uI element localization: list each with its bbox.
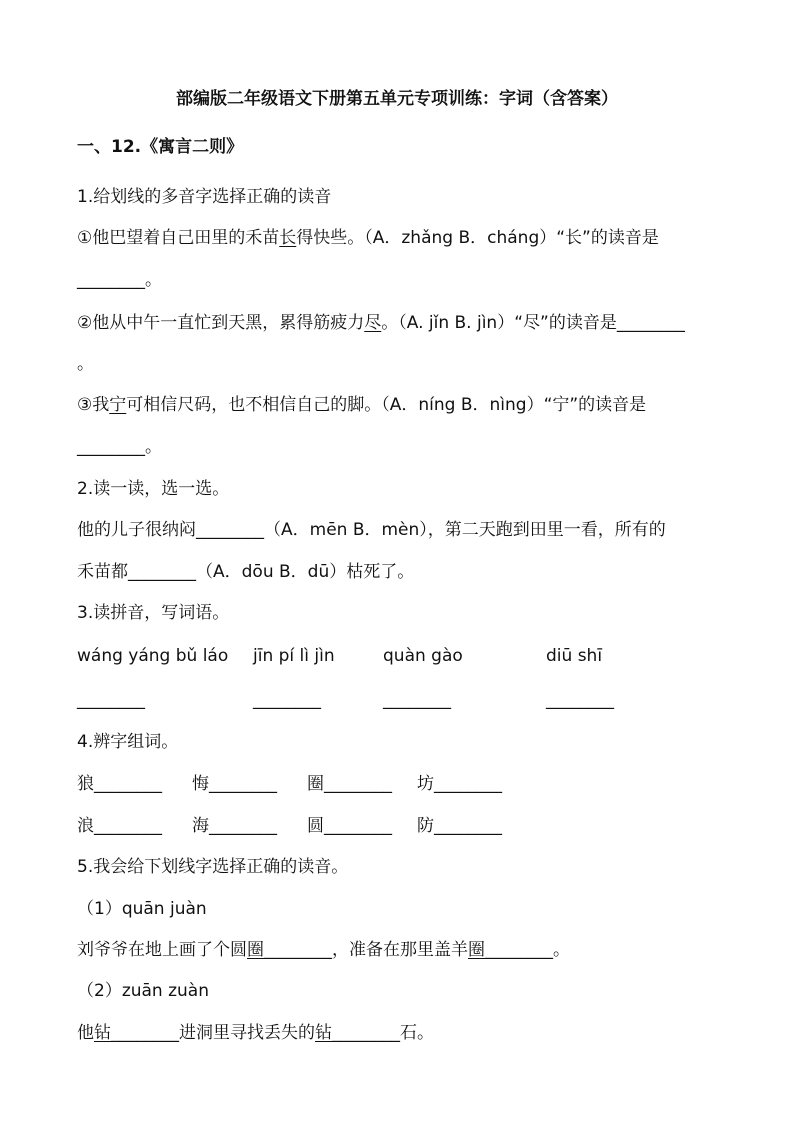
answer-blank[interactable]: ________ <box>546 690 614 710</box>
pinyin-1: wáng yáng bǔ láo <box>77 646 229 666</box>
question-1-item-3 <box>77 394 724 416</box>
text: ①他巴望着自己田里的禾苗 <box>77 228 280 248</box>
answer-blank[interactable]: ________。 <box>77 437 162 457</box>
underlined-char: 宁 <box>109 395 127 415</box>
text: ②他从中午一直忙到天黑，累得筋疲力 <box>77 313 365 333</box>
text: ________，准备在那里盖羊 <box>264 940 468 960</box>
pinyin-options-2: （2）zuān zuàn <box>77 981 209 1001</box>
question-2-line-1: 他的儿子很纳闷________（A．mēn B．mèn），第二天跑到田里一看，所有的 <box>77 520 666 540</box>
text: 可相信尺码，也不相信自己的脚。（A．níng B．nìng）“宁”的读音是 <box>126 395 647 415</box>
question-2-heading: 2.读一读，选一选。 <box>77 479 230 499</box>
word-item[interactable]: 防________ <box>417 816 502 836</box>
text: 。（A. jǐn B. jìn）“尽”的读音是________ <box>381 313 685 333</box>
word-item[interactable]: 圈________ <box>307 774 392 794</box>
question-2-line-2: 禾苗都________（A．dōu B．dū）枯死了。 <box>77 562 415 582</box>
section-heading: 一、12.《寓言二则》 <box>77 137 244 157</box>
answer-blank[interactable]: ________ <box>253 690 321 710</box>
word-item[interactable]: 坊________ <box>417 774 502 794</box>
pinyin-2: jīn pí lì jìn <box>253 646 335 666</box>
answer-blank[interactable]: ________。 <box>77 270 162 290</box>
pinyin-3: quàn gào <box>383 646 463 666</box>
word-item[interactable]: 浪________ <box>77 816 162 836</box>
word-item[interactable]: 狼________ <box>77 774 162 794</box>
text: 得快些。（A．zhǎng B．cháng）“长”的读音是 <box>296 228 659 248</box>
underlined-char: 钻 <box>315 1023 332 1043</box>
pinyin-4: diū shī <box>546 646 603 666</box>
page-title: 部编版二年级语文下册第五单元专项训练：字词（含答案） <box>176 89 618 109</box>
underlined-char: 尽 <box>364 313 382 333</box>
text: ________。 <box>485 940 570 960</box>
line-tail: 。 <box>77 354 94 374</box>
underlined-char: 圈 <box>468 940 485 960</box>
text: ________石。 <box>332 1023 434 1043</box>
question-1-heading: 1.给划线的多音字选择正确的读音 <box>77 187 332 207</box>
underlined-char: 圈 <box>247 940 264 960</box>
word-item[interactable]: 圆________ <box>307 816 392 836</box>
question-5-heading: 5.我会给下划线字选择正确的读音。 <box>77 857 349 877</box>
question-1-item-1 <box>77 227 724 249</box>
question-5-sentence-1 <box>77 939 724 961</box>
question-4-heading: 4.辨字组词。 <box>77 732 179 752</box>
word-item[interactable]: 悔________ <box>192 774 277 794</box>
text: 他 <box>77 1023 94 1043</box>
text: ________进洞里寻找丢失的 <box>111 1023 315 1043</box>
text: 刘爷爷在地上画了个圆 <box>77 940 247 960</box>
word-item[interactable]: 海________ <box>192 816 277 836</box>
question-1-item-2 <box>77 312 724 334</box>
underlined-char: 钻 <box>94 1023 111 1043</box>
question-5-sentence-2 <box>77 1022 724 1044</box>
answer-blank[interactable]: ________ <box>77 690 145 710</box>
underlined-char: 长 <box>279 228 297 248</box>
answer-blank[interactable]: ________ <box>383 690 451 710</box>
pinyin-options-1: （1）quān juàn <box>77 899 207 919</box>
question-3-heading: 3.读拼音，写词语。 <box>77 603 230 623</box>
text: ③我 <box>77 395 110 415</box>
